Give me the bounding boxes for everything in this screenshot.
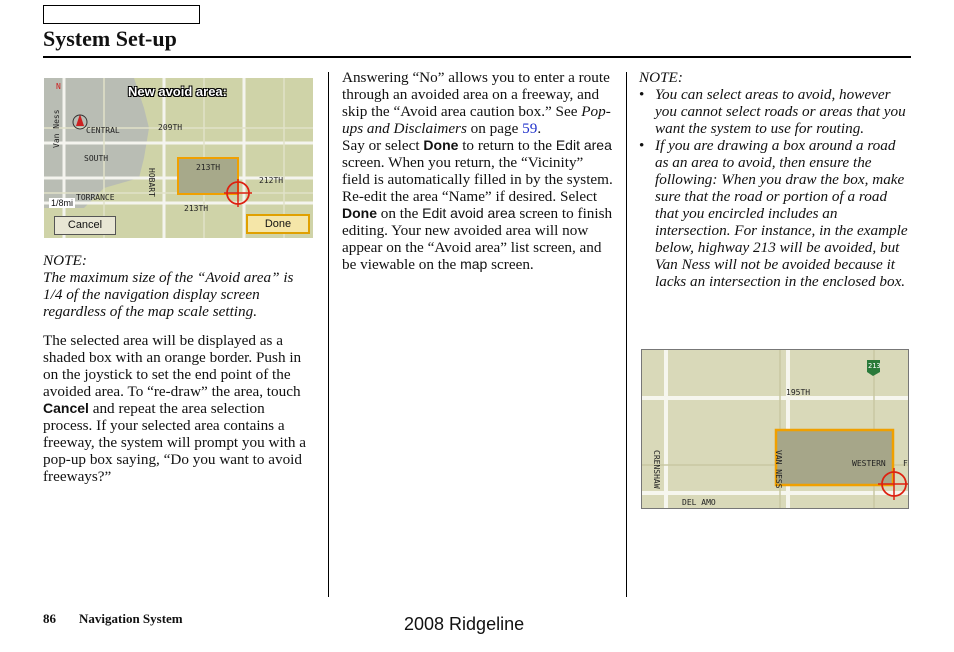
column-divider-2 [626, 72, 627, 597]
paragraph-answering-no: Answering “No” allows you to enter a route through an avoided area on a freeway, and skip the “Avoid area caution box.” See Pop-ups and Disclaimers on page 59. [342, 69, 611, 137]
note-bullet-2: • If you are drawing a box around a road as an area to avoid, then ensure the following: When you draw the box, make sure that the road or portion of a road that you encircled includes an intersection. For instance, in the example below, highway 213 will be avoided, but Van Ness will not be avoided because it lacks an intersection in the enclosed box. [639, 137, 908, 290]
map-label-western: WESTERN [852, 459, 886, 468]
map-label-209th: 209TH [158, 123, 183, 132]
header-tab-box [43, 5, 200, 24]
avoid-example-map [641, 349, 909, 509]
footer-section: Navigation System [79, 611, 183, 626]
map-label-vanness-2: VAN NESS [774, 450, 783, 489]
paragraph-say-done: Say or select Done to return to the Edit area screen. When you return, the “Vicinity” field is automatically filled in by the system. Re-edit the area “Name” if desired. Select Done on the Edit avoid area screen to finish editing. Your new avoided area will now appear on the “Avoid area” list screen, and be viewable on the map screen. [342, 137, 613, 273]
page-title: System Set-up [43, 26, 177, 51]
map-label-213th-box: 213TH [196, 163, 221, 172]
note-label: NOTE: [43, 252, 87, 269]
title-rule [43, 56, 911, 58]
screen-banner: New avoid area: [128, 84, 227, 99]
map-label-hwy213: 213 [868, 362, 881, 370]
map-label-vanness: Van Ness [52, 109, 61, 148]
note-bullet-1: • You can select areas to avoid, however you cannot select roads or areas that you want the system to use for routing. [639, 86, 906, 137]
avoid-area-screen [44, 78, 313, 238]
map-label-delamo: DEL AMO [682, 498, 716, 507]
map-label-south: SOUTH [84, 154, 109, 163]
cancel-keyword: Cancel [43, 400, 89, 416]
map-label-212th: 212TH [259, 176, 284, 185]
map-label-213th: 213TH [184, 204, 209, 213]
page-number: 86 [43, 611, 56, 626]
scale-indicator: 1/8mi [51, 198, 74, 208]
note-text: The maximum size of the “Avoid area” is 1/4 of the navigation display screen regardless of the map scale setting. [43, 269, 294, 320]
map-label-north: N [56, 82, 61, 91]
map-label-195th: 195TH [786, 388, 811, 397]
column-1 [43, 252, 315, 485]
column-2 [342, 69, 614, 273]
map-label-torrance: TORRANCE [76, 193, 115, 202]
map-label-f: F [903, 459, 908, 468]
map-label-hobart: HOBART [147, 168, 156, 197]
note-bullets [639, 86, 911, 290]
screen-done-button[interactable]: Done [246, 214, 310, 234]
paragraph-selected-area: The selected area will be displayed as a shaded box with an orange border. Push in on the joystick to set the end point of the avoided area. To “re-draw” the area, touch Cancel and repeat the area selection process. If your selected area contains a freeway, the system will prompt you with a pop-up box saying, “Do you want to avoid freeways?” [43, 332, 307, 485]
note-label-2: NOTE: [639, 69, 683, 86]
map-label-crenshaw: CRENSHAW [652, 450, 661, 489]
map-label-central: CENTRAL [86, 126, 120, 135]
column-divider-1 [328, 72, 329, 597]
page-link[interactable]: 59 [522, 120, 538, 137]
footer-model: 2008 Ridgeline [404, 614, 525, 634]
column-3 [639, 69, 911, 290]
screen-cancel-button[interactable]: Cancel [54, 216, 116, 235]
